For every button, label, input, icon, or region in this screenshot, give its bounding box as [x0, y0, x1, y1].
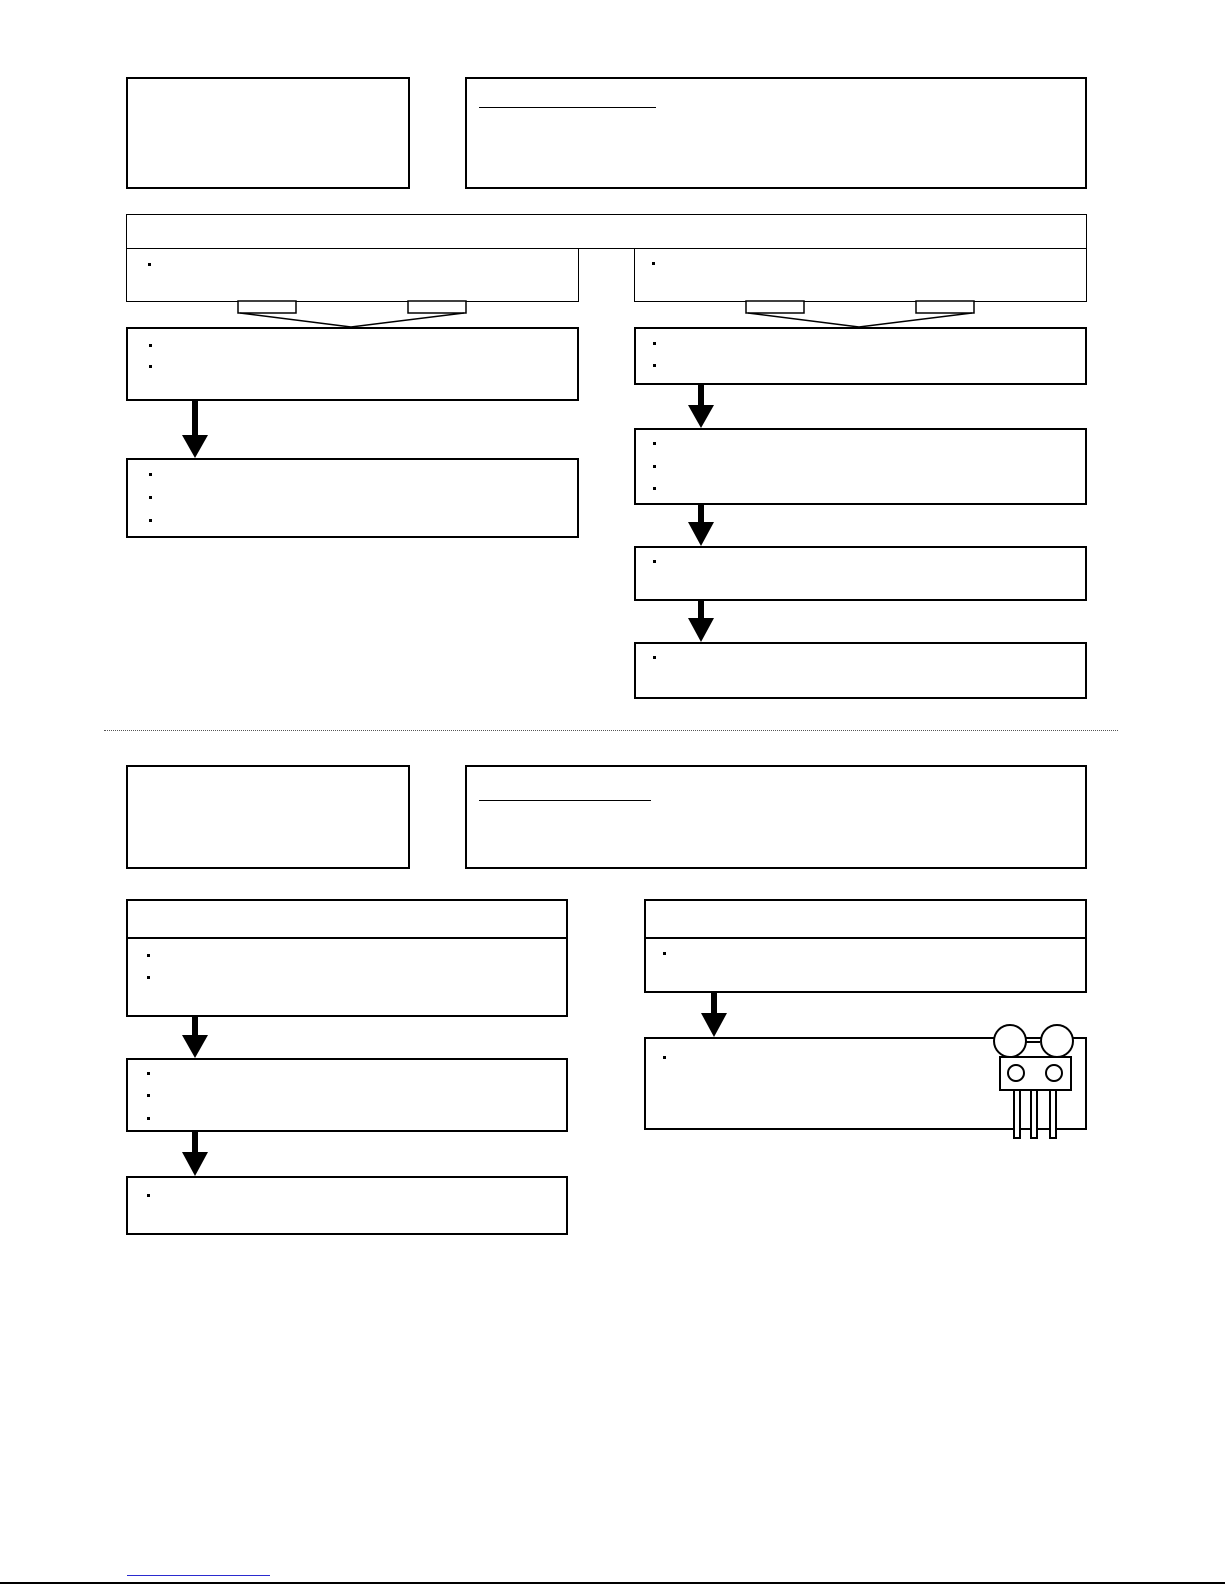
down-arrow [688, 601, 714, 642]
down-arrow [688, 505, 714, 546]
down-arrow [182, 401, 208, 458]
down-arrow [688, 385, 714, 428]
gauge-manifold-icon [994, 1025, 1073, 1138]
footer-link-underline[interactable] [127, 1575, 270, 1576]
funnel-connector-right [746, 301, 974, 327]
down-arrow [182, 1132, 208, 1176]
page-bottom-rule [0, 1582, 1225, 1584]
down-arrow [701, 993, 727, 1037]
funnel-connector-left [238, 301, 466, 327]
down-arrow [182, 1017, 208, 1058]
